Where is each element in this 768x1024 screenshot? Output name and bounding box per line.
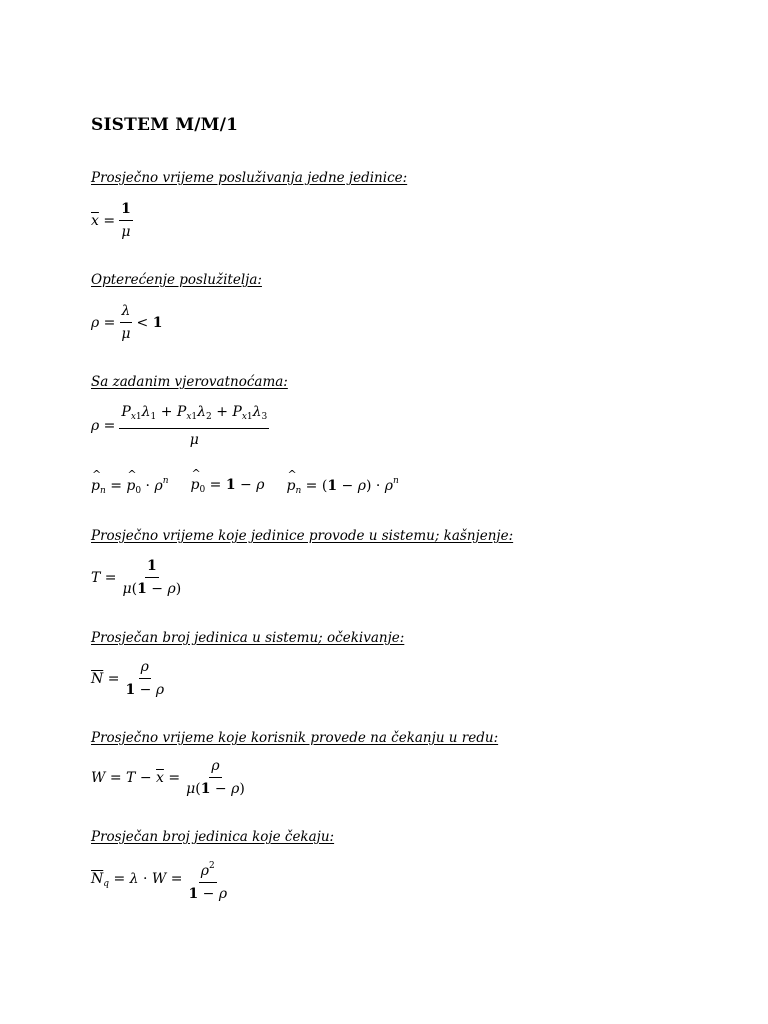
page-title: SISTEM M/M/1 <box>91 115 239 135</box>
formula-waiting-units: $\overline{N}_q = \lambda \cdot W$ = $\frac{\rho^2}{1 - \rho}$ <box>91 857 233 903</box>
section-heading-units-in-system: Prosječan broj jedinica u sistemu; očekivanje: <box>91 630 405 646</box>
section-heading-server-load: Opterećenje poslužitelja: <box>91 272 262 288</box>
section-heading-system-time: Prosječno vrijeme koje jedinice provode u sistemu; kašnjenje: <box>91 528 514 544</box>
formula-server-load: ρ = $\frac{\lambda}{\mu}$ < 1 <box>91 303 163 342</box>
formula-queue-wait: $W = T - \overline{x}$ = $\frac{\rho}{\mu(1 - \rho)}$ <box>91 758 245 797</box>
section-heading-waiting-units: Prosječan broj jedinica koje čekaju: <box>91 829 335 845</box>
formula-state-probabilities: ^ $p_n$ = ^ $p_0 \cdot \rho^n$ ^ $p_0 = 1 - \rho$ ^ $p_n = (1 - \rho) \cdot \rho^n$ <box>91 476 399 496</box>
section-heading-service-time: Prosječno vrijeme posluživanja jedne jedinice: <box>91 170 408 186</box>
formula-system-time: T = $\frac{1}{\mu(1 - \rho)}$ <box>91 558 182 597</box>
section-heading-queue-wait: Prosječno vrijeme koje korisnik provede na čekanju u redu: <box>91 730 499 746</box>
formula-units-in-system: $\overline{N}$ = $\frac{\rho}{1 - \rho}$ <box>91 659 165 698</box>
formula-service-time: $\overline{x}$ = $\frac{1}{\mu}$ <box>91 201 131 240</box>
formula-load-probabilities: ρ = $\frac{P_{x1}\lambda_1 + P_{x1}\lambda_2 + P_{x1}\lambda_3}{\mu}$ <box>91 404 268 448</box>
section-heading-given-probabilities: Sa zadanim vjerovatnoćama: <box>91 374 288 390</box>
